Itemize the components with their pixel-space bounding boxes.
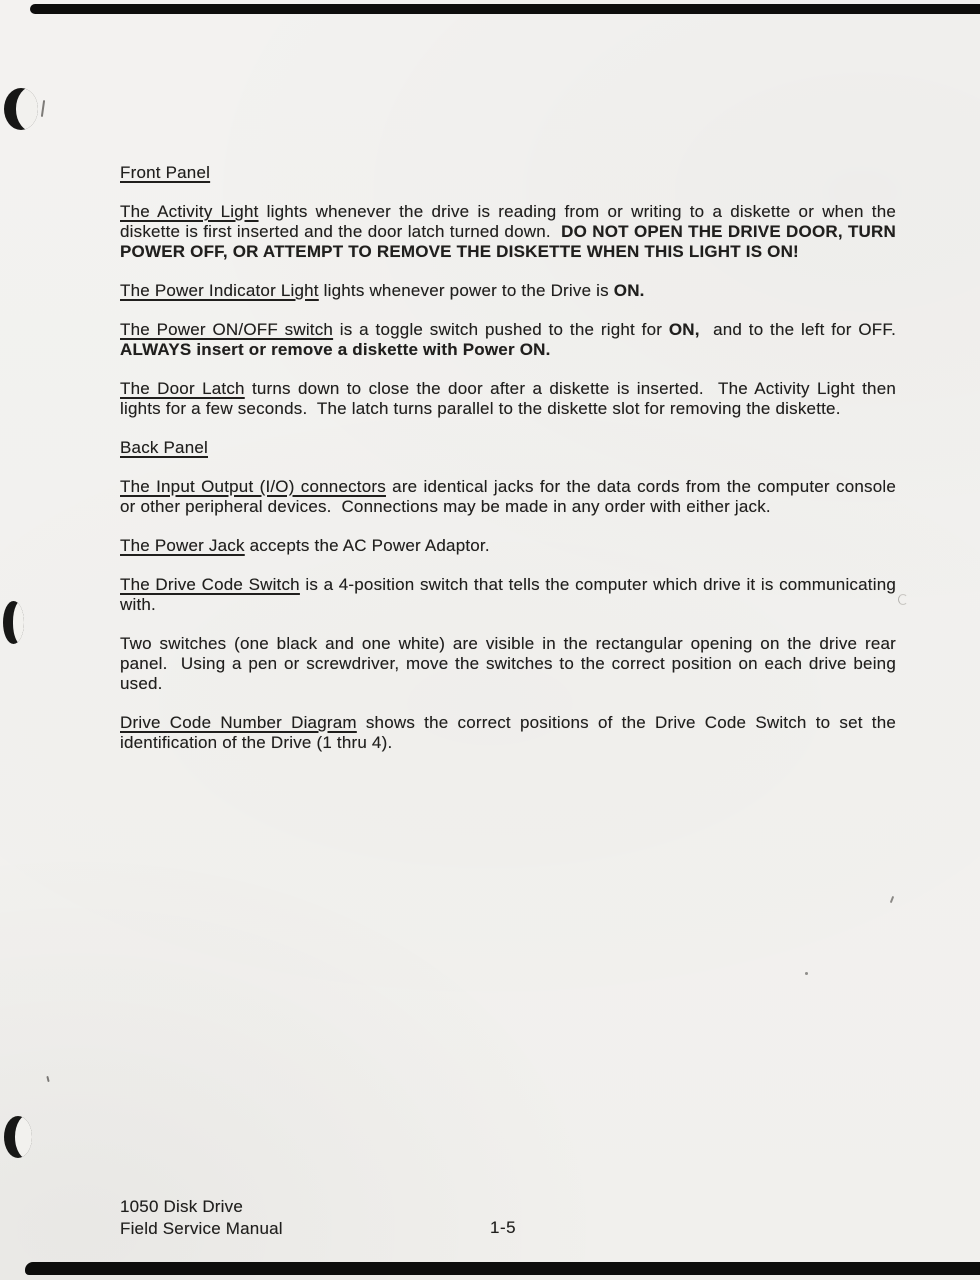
underlined-term: The Power ON/OFF switch <box>120 320 334 339</box>
page-footer <box>120 1196 283 1240</box>
underlined-term: The Door Latch <box>120 379 245 398</box>
body-text: accepts the AC Power Adaptor. <box>244 536 490 555</box>
emphasized-text: DO NOT OPEN THE DRIVE DOOR, TURN POWER OFF, OR ATTEMPT TO REMOVE THE DISKETTE WHEN THIS LIGHT IS ON! <box>120 222 901 261</box>
power-switch-paragraph <box>120 320 906 360</box>
emphasized-text: ON, <box>668 320 700 339</box>
body-text: is a toggle switch pushed to the right for <box>333 320 669 339</box>
binder-hole-crescent-middle <box>3 601 24 644</box>
document-blocks <box>120 163 906 772</box>
underlined-term: The Power Jack <box>120 536 245 555</box>
power-jack-paragraph <box>120 536 896 556</box>
underlined-term: The Drive Code Switch <box>120 575 300 594</box>
body-text: turns down to close the door after a diskette is inserted. The Activity Light then lights for a few seconds. The latch turns parallel to the diskette slot for removing the diskette. <box>120 379 901 418</box>
drive-code-switch-paragraph <box>120 575 901 615</box>
two-switches-paragraph <box>120 634 901 694</box>
binder-hole-crescent-top <box>4 88 38 130</box>
body-text: are identical jacks for the data cords from the computer console or other peripheral devices. Connections may be made in any order with either jack. <box>120 477 901 516</box>
scanner-edge-bar-bottom <box>25 1262 980 1275</box>
footer-title-line: 1050 Disk Drive <box>120 1197 243 1216</box>
page-number: 1-5 <box>490 1218 517 1237</box>
activity-light-paragraph <box>120 202 901 262</box>
binder-hole-crescent-bottom <box>4 1116 32 1158</box>
emphasized-text: ON. <box>613 281 645 300</box>
scan-speck <box>898 594 908 605</box>
back-panel-heading <box>120 438 896 458</box>
body-text: is a 4-position switch that tells the computer which drive it is communicating with. <box>120 575 901 614</box>
scanner-edge-bar-top <box>30 4 980 14</box>
scan-speck <box>805 972 808 975</box>
scan-mark <box>41 100 45 117</box>
body-text: lights whenever the drive is reading from or writing to a diskette or when the diskette is first inserted and the door latch turned down. <box>120 202 901 241</box>
footer-subtitle-line: Field Service Manual <box>120 1219 283 1238</box>
underlined-term: Drive Code Number Diagram <box>120 713 357 732</box>
door-latch-paragraph <box>120 379 901 419</box>
front-panel-heading <box>120 163 896 183</box>
underlined-term: The Activity Light <box>120 202 259 221</box>
underlined-term: Back Panel <box>120 438 208 457</box>
underlined-term: The Input Output (I/O) connectors <box>120 477 386 496</box>
body-text: shows the correct positions of the Drive Code Switch to set the identification of the Drive (1 thru 4). <box>120 713 901 752</box>
emphasized-text: ALWAYS insert or remove a diskette with Power ON. <box>120 340 551 359</box>
body-text: and to the left for OFF. <box>699 320 906 339</box>
scan-speck <box>890 896 894 903</box>
io-connectors-paragraph <box>120 477 901 517</box>
body-text: Two switches (one black and one white) are visible in the rectangular opening on the drive rear panel. Using a pen or screwdriver, move the switches to the correct position on each drive being used. <box>120 634 901 693</box>
power-indicator-paragraph <box>120 281 896 301</box>
scan-speck <box>46 1076 49 1082</box>
underlined-term: The Power Indicator Light <box>120 281 319 300</box>
underlined-term: Front Panel <box>120 163 211 182</box>
drive-code-diagram-paragraph <box>120 713 901 753</box>
body-text: lights whenever power to the Drive is <box>318 281 614 300</box>
